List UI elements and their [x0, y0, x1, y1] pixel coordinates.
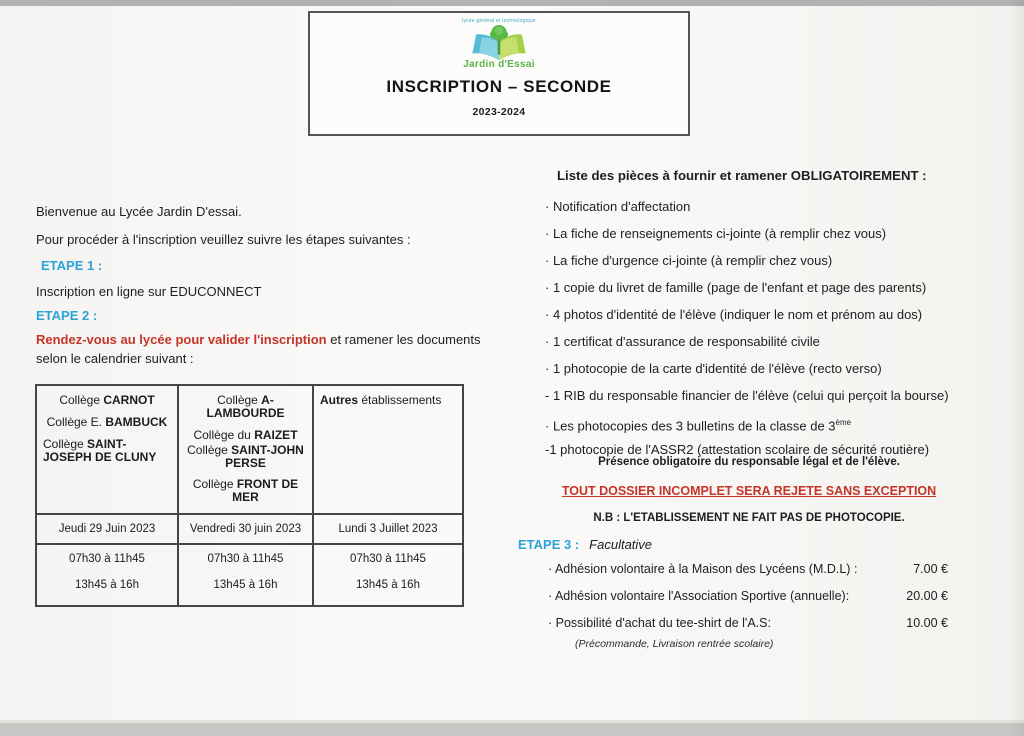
college-column-2: [178, 385, 313, 514]
visit-date: Jeudi 29 Juin 2023: [36, 514, 178, 544]
required-document-item-bulletins: · Les photocopies des 3 bulletins de la classe de 3ème: [545, 418, 852, 434]
college-header-row: [36, 385, 463, 514]
college-line: Collège SAINT-JOSEPH DE CLUNY: [43, 437, 157, 464]
fees-list: [548, 556, 948, 637]
college-line: Autres établissements: [320, 393, 442, 407]
step2-highlight: Rendez-vous au lycée pour valider l'inscription: [36, 332, 327, 347]
step3-label: ETAPE 3 :: [518, 537, 580, 552]
visit-date: Lundi 3 Juillet 2023: [313, 514, 463, 544]
fee-amount: 7.00 €: [913, 562, 948, 576]
photo-edge-top: [0, 0, 1024, 6]
fee-amount: 20.00 €: [906, 589, 948, 603]
visit-hours: 07h30 à 11h45 13h45 à 16h: [178, 544, 313, 606]
visit-hours: 07h30 à 11h45 13h45 à 16h: [36, 544, 178, 606]
fee-row: [548, 610, 948, 637]
header-box: [308, 11, 690, 136]
required-document-item: · La fiche d'urgence ci-jointe (à remplir chez vous): [545, 253, 833, 268]
required-document-item: · 1 copie du livret de famille (page de l'enfant et page des parents): [545, 280, 927, 295]
step2-label: ETAPE 2 :: [36, 308, 98, 323]
step3-subtitle: Facultative: [589, 537, 653, 552]
fee-label: · Adhésion volontaire l'Association Sportive (annuelle):: [548, 589, 850, 603]
superscript-eme: ème: [835, 418, 852, 427]
step1-label: ETAPE 1 :: [41, 258, 103, 273]
college-column-1: [36, 385, 178, 514]
required-document-item: -1 photocopie de l'ASSR2 (attestation scolaire de sécurité routière): [545, 442, 930, 457]
college-column-3: [313, 385, 463, 514]
logo-school-name: Jardin d'Essai: [463, 59, 535, 70]
college-line: Collège E. BAMBUCK: [46, 415, 168, 429]
college-line: Collège SAINT-JOHN PERSE: [187, 443, 304, 470]
college-line: Collège CARNOT: [59, 393, 155, 407]
nb-note: N.B : L'ETABLISSEMENT NE FAIT PAS DE PHOTOCOPIE.: [593, 512, 905, 524]
welcome-text: Bienvenue au Lycée Jardin D'essai.: [36, 204, 242, 219]
required-document-item: · 4 photos d'identité de l'élève (indiquer le nom et prénom au dos): [545, 307, 923, 322]
intro-text: Pour procéder à l'inscription veuillez suivre les étapes suivantes :: [36, 232, 411, 247]
required-document-item: · Notification d'affectation: [545, 199, 691, 214]
step2-paragraph: [36, 330, 514, 368]
fee-label: · Possibilité d'achat du tee-shirt de l'A.S:: [548, 616, 771, 630]
open-book-tree-icon: [468, 24, 530, 64]
required-document-item: · 1 certificat d'assurance de responsabilité civile: [545, 334, 820, 349]
required-document-item: - 1 RIB du responsable financier de l'élève (celui qui perçoit la bourse): [545, 388, 949, 403]
incomplete-warning: TOUT DOSSIER INCOMPLET SERA REJETE SANS EXCEPTION: [561, 484, 937, 498]
college-line: Collège FRONT DE MER: [192, 477, 299, 504]
schedule-table: [35, 384, 464, 607]
step3-row: [518, 537, 652, 552]
photo-edge-bottom: [0, 723, 1024, 736]
documents-heading: Liste des pièces à fournir et ramener OBLIGATOIREMENT :: [557, 168, 927, 183]
presence-note: Présence obligatoire du responsable légal et de l'élève.: [598, 456, 900, 468]
required-document-item: · La fiche de renseignements ci-jointe (à remplir chez vous): [545, 226, 887, 241]
document-title: INSCRIPTION – SECONDE: [386, 77, 612, 96]
required-documents-list: [545, 193, 949, 463]
visit-hours: 07h30 à 11h45 13h45 à 16h: [313, 544, 463, 606]
step2-rest: et ramener les documents selon le calendrier suivant :: [36, 332, 481, 366]
fees-note: (Précommande, Livraison rentrée scolaire): [575, 638, 774, 650]
college-line: Collège du RAIZET: [193, 428, 298, 442]
visit-date-row: [36, 514, 463, 544]
school-year: 2023-2024: [472, 106, 526, 118]
college-line: Collège A-LAMBOURDE: [206, 393, 285, 420]
fee-row: [548, 583, 948, 610]
step1-text: Inscription en ligne sur EDUCONNECT: [36, 284, 262, 299]
fee-row: [548, 556, 948, 583]
visit-hours-row: [36, 544, 463, 606]
logo-tagline: lycée général et technologique: [462, 18, 536, 24]
fee-label: · Adhésion volontaire à la Maison des Lycéens (M.D.L) :: [548, 562, 858, 576]
required-document-item: · 1 photocopie de la carte d'identité de l'élève (recto verso): [545, 361, 882, 376]
visit-date: Vendredi 30 juin 2023: [178, 514, 313, 544]
fee-amount: 10.00 €: [906, 616, 948, 630]
